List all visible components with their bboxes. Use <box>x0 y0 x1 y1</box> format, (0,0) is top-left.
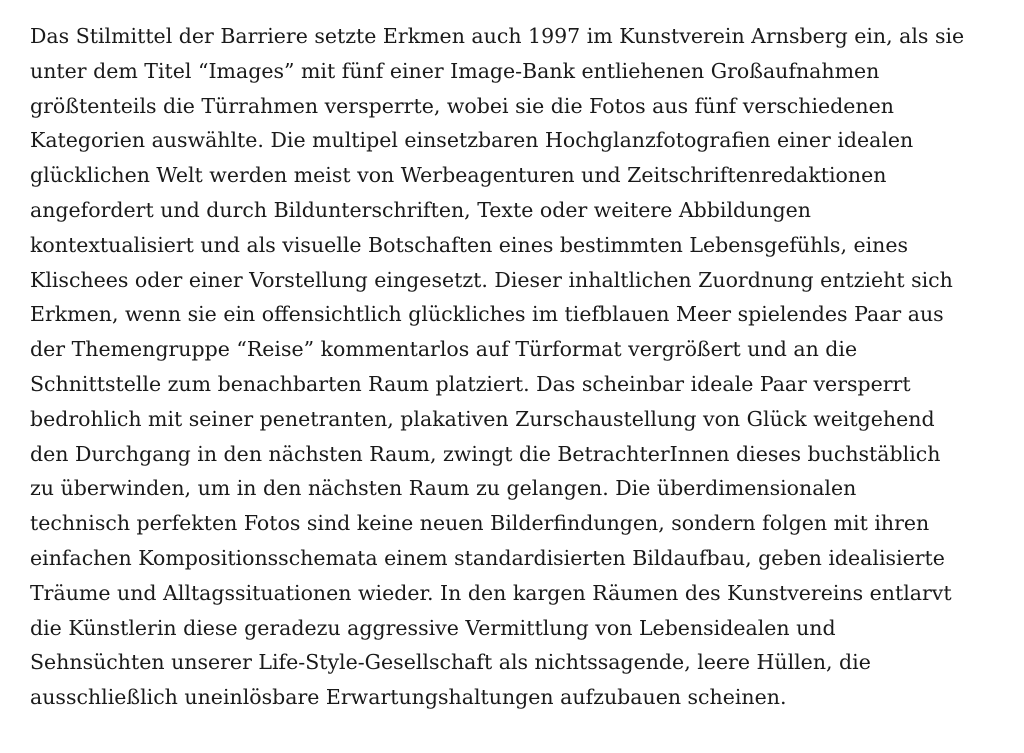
paragraph-line: ausschließlich uneinlösbare Erwartungshaltungen aufzubauen scheinen. <box>30 685 787 710</box>
paragraph-line: zu überwinden, um in den nächsten Raum zu gelangen. Die überdimensionalen <box>30 476 857 501</box>
paragraph-line: die Künstlerin diese geradezu aggressive Vermittlung von Lebensidealen und <box>30 615 836 640</box>
paragraph-line: der Themengruppe “Reise” kommentarlos auf Türformat vergrößert und an die <box>30 337 858 362</box>
paragraph-line: größtenteils die Türrahmen versperrte, wobei sie die Fotos aus fünf verschiedenen <box>30 93 894 118</box>
paragraph-line: Schnittstelle zum benachbarten Raum platziert. Das scheinbar ideale Paar versperrt <box>30 371 911 396</box>
paragraph-line: Klischees oder einer Vorstellung eingesetzt. Dieser inhaltlichen Zuordnung entzieht sich <box>30 267 953 292</box>
paragraph-line: bedrohlich mit seiner penetranten, plakativen Zurschaustellung von Glück weitgehend <box>30 406 935 431</box>
paragraph-line: angefordert und durch Bildunterschriften, Texte oder weitere Abbildungen <box>30 197 811 222</box>
paragraph-line: Das Stilmittel der Barriere setzte Erkmen auch 1997 im Kunstverein Arnsberg ein, als sie <box>30 24 965 48</box>
body-paragraph <box>30 19 964 715</box>
paragraph-line: den Durchgang in den nächsten Raum, zwingt die BetrachterInnen dieses buchstäblich <box>30 441 941 466</box>
paragraph-line: kontextualisiert und als visuelle Botschaften eines bestimmten Lebensgefühls, eines <box>30 232 909 257</box>
paragraph-line: Erkmen, wenn sie ein offensichtlich glückliches im tiefblauen Meer spielendes Paar aus <box>30 302 944 327</box>
paragraph-line: technisch perfekten Fotos sind keine neuen Bilderfindungen, sondern folgen mit ihren <box>30 511 930 536</box>
paragraph-line: Sehnsüchten unserer Life-Style-Gesellschaft als nichtssagende, leere Hüllen, die <box>30 650 871 675</box>
paragraph-line: unter dem Titel “Images” mit fünf einer Image-Bank entliehenen Großaufnahmen <box>30 58 880 83</box>
paragraph-line: glücklichen Welt werden meist von Werbeagenturen und Zeitschriftenredaktionen <box>30 163 887 188</box>
paragraph-line: einfachen Kompositionsschemata einem standardisierten Bildaufbau, geben idealisierte <box>30 545 945 570</box>
paragraph-line: Träume und Alltagssituationen wieder. In den kargen Räumen des Kunstvereins entlarvt <box>30 580 952 605</box>
paragraph-line: Kategorien auswählte. Die multipel einsetzbaren Hochglanzfotografien einer idealen <box>30 128 914 153</box>
